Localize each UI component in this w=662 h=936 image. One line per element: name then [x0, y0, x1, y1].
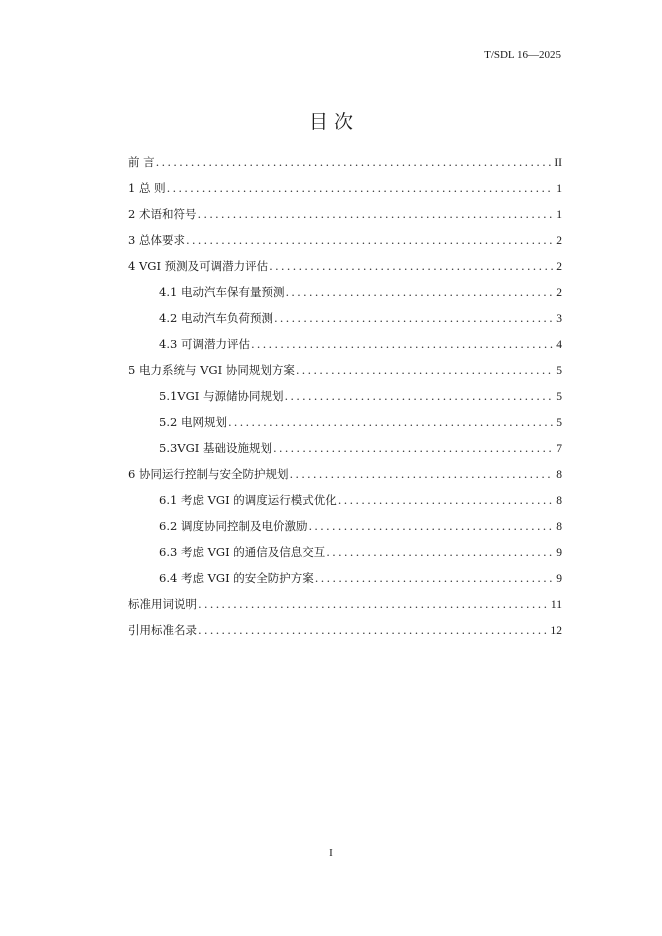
toc-entry-label: 4 VGI 预测及可调潜力评估 [128, 259, 269, 273]
toc-leader-dots [197, 204, 554, 224]
page-number: I [329, 847, 333, 859]
toc-subentry[interactable] [128, 282, 562, 308]
toc-entry-label: 6.2 调度协同控制及电价激励 [159, 519, 308, 533]
toc-entry[interactable] [128, 178, 562, 204]
toc-entry-page: 4 [556, 339, 562, 351]
toc-subentry[interactable] [128, 568, 562, 594]
toc-entry[interactable] [128, 256, 562, 282]
toc-entry-page: 9 [556, 573, 562, 585]
toc-leader-dots [289, 464, 554, 484]
toc-entry-label: 3 总体要求 [128, 233, 185, 247]
toc-entry-label: 标准用词说明 [128, 597, 197, 611]
toc-leader-dots [186, 230, 554, 250]
toc-subentry[interactable] [128, 542, 562, 568]
toc-subentry[interactable] [128, 412, 562, 438]
toc-leader-dots [315, 568, 554, 588]
toc-entry-page: 5 [556, 365, 562, 377]
toc-subentry[interactable] [128, 386, 562, 412]
toc-leader-dots [156, 152, 553, 172]
toc-leader-dots [296, 360, 554, 380]
toc-leader-dots [251, 334, 554, 354]
toc-entry-label: 4.1 电动汽车保有量预测 [159, 285, 285, 299]
toc-entry-label: 4.2 电动汽车负荷预测 [159, 311, 273, 325]
toc-entry-label: 4.3 可调潜力评估 [159, 337, 250, 351]
toc-entry-page: 5 [556, 417, 562, 429]
toc-entry-page: 9 [556, 547, 562, 559]
toc-entry-page: 7 [556, 443, 562, 455]
toc-subentry[interactable] [128, 490, 562, 516]
toc-leader-dots [273, 438, 554, 458]
toc-entry[interactable] [128, 152, 562, 178]
toc-entry-page: 12 [550, 625, 562, 637]
toc-entry-page: 2 [556, 235, 562, 247]
toc-entry-label: 6.3 考虑 VGI 的通信及信息交互 [159, 545, 326, 559]
toc-leader-dots [326, 542, 554, 562]
toc-entry-label: 1 总 则 [128, 181, 166, 195]
toc-entry-label: 5 电力系统与 VGI 协同规划方案 [128, 363, 295, 377]
toc-entry-label: 引用标准名录 [128, 623, 197, 637]
toc-leader-dots [167, 178, 555, 198]
toc-entry-label: 6 协同运行控制与安全防护规划 [128, 467, 289, 481]
standard-code: T/SDL 16—2025 [484, 49, 561, 61]
toc-leader-dots [308, 516, 554, 536]
toc-subentry[interactable] [128, 516, 562, 542]
toc-entry-label: 5.3VGI 基础设施规划 [159, 441, 272, 455]
toc-entry-page: 2 [556, 287, 562, 299]
toc-entry[interactable] [128, 464, 562, 490]
toc-entry-page: 5 [556, 391, 562, 403]
toc-leader-dots [228, 412, 554, 432]
toc-leader-dots [285, 282, 554, 302]
toc-subentry[interactable] [128, 438, 562, 464]
toc-entry-page: 11 [550, 599, 562, 611]
toc-entry[interactable] [128, 594, 562, 620]
page-title: 目 次 [308, 111, 354, 133]
toc-leader-dots [269, 256, 554, 276]
toc-entry-page: II [554, 157, 562, 169]
toc-entry-page: 8 [556, 521, 562, 533]
toc-leader-dots [284, 386, 554, 406]
toc-entry-label: 5.1VGI 与源储协同规划 [159, 389, 284, 403]
toc-leader-dots [338, 490, 554, 510]
toc-leader-dots [198, 594, 549, 614]
toc-entry[interactable] [128, 360, 562, 386]
toc-entry-page: 8 [556, 495, 562, 507]
toc-entry[interactable] [128, 620, 562, 646]
toc-entry-label: 6.1 考虑 VGI 的调度运行模式优化 [159, 493, 337, 507]
toc-entry-page: 2 [556, 261, 562, 273]
toc-subentry[interactable] [128, 334, 562, 360]
toc-entry-page: 8 [556, 469, 562, 481]
toc-entry[interactable] [128, 204, 562, 230]
toc-leader-dots [274, 308, 554, 328]
toc-entry[interactable] [128, 230, 562, 256]
toc-subentry[interactable] [128, 308, 562, 334]
toc-entry-label: 2 术语和符号 [128, 207, 197, 221]
toc-leader-dots [198, 620, 549, 640]
toc-entry-page: 1 [556, 209, 562, 221]
toc-entry-label: 6.4 考虑 VGI 的安全防护方案 [159, 571, 314, 585]
toc-entry-label: 前 言 [128, 155, 155, 169]
toc-entry-page: 3 [556, 313, 562, 325]
table-of-contents [128, 152, 562, 646]
toc-entry-page: 1 [556, 183, 562, 195]
toc-entry-label: 5.2 电网规划 [159, 415, 227, 429]
